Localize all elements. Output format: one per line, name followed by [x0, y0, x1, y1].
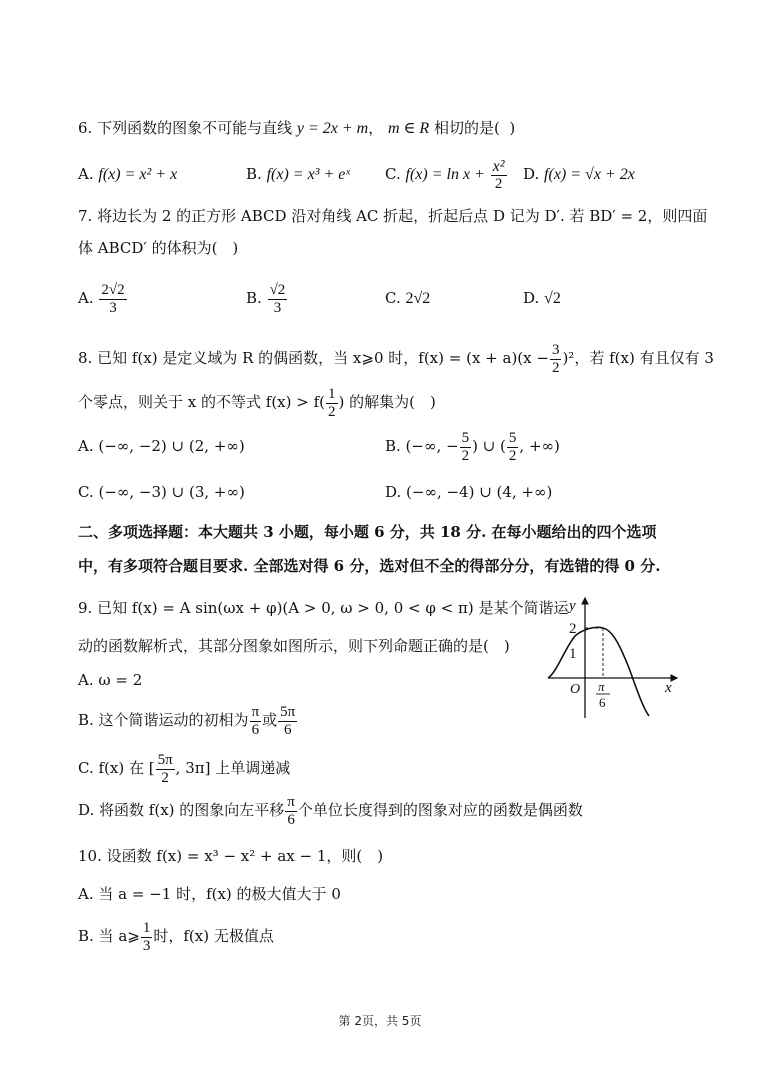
page-footer: 第 2页，共 5页 [338, 1014, 422, 1028]
fraction: $\frac{\pi}{6}$ [251, 703, 260, 738]
q7-option-d: D. √2 [523, 289, 561, 307]
q8-option-a: A. (−∞, −2) ∪ (2, +∞) [78, 437, 245, 455]
tick-label-6: 6 [599, 695, 606, 710]
q9-sine-graph [545, 592, 685, 722]
q9-option-d: D. 将函数 f(x) 的图象向左平移 $\frac{\pi}{6}$ 个单位长度得到的图象对应的函数是偶函数 [78, 793, 583, 828]
q7-line-1: 7. 将边长为 2 的正方形 ABCD 沿对角线 AC 折起，折起后点 D 记为 D′. 若 BD′ = 2，则四面 [78, 207, 708, 225]
fraction: $\frac{5}{2}$ [508, 429, 517, 464]
tick-label-2: 2 [569, 621, 577, 637]
tick-label-1: 1 [569, 646, 577, 662]
q10-option-a: A. 当 a = −1 时，f(x) 的极大值大于 0 [78, 885, 341, 903]
origin-label: O [570, 682, 581, 697]
tick-label-pi: π [598, 679, 605, 694]
q8-line-1: 8. 已知 f(x) 是定义域为 R 的偶函数，当 x⩾0 时，f(x) = (x + a)(x − $\frac{3}{2}$ )²，若 f(x) 有且仅有 3 [78, 341, 714, 376]
q6-option-d: D. f(x) = √x + 2x [523, 165, 635, 183]
q6-option-a: A. f(x) = x² + x [78, 165, 178, 183]
q9-option-b: B. 这个简谐运动的初相为 $\frac{\pi}{6}$ 或 $\frac{5\pi}{6}$ [78, 703, 296, 738]
q7-option-c: C. 2√2 [385, 289, 431, 307]
fraction: $\frac{1}{3}$ [142, 919, 151, 954]
q9-line-1: 9. 已知 f(x) = A sin(ωx + φ)(A > 0, ω > 0, 0 < φ < π) 是某个简谐运 [78, 599, 569, 617]
fraction: $\frac{3}{2}$ [551, 341, 560, 376]
q8-option-c: C. (−∞, −3) ∪ (3, +∞) [78, 483, 245, 501]
fraction: $\frac{\text{x²}}{2}$ [492, 157, 505, 192]
q8-line-2: 个零点，则关于 x 的不等式 f(x) > f( $\frac{1}{2}$ ) 的解集为( ) [78, 385, 436, 420]
q9-line-2: 动的函数解析式，其部分图象如图所示，则下列命题正确的是( ) [78, 637, 510, 655]
q9-option-a: A. ω = 2 [78, 671, 143, 689]
fraction: $\frac{5}{2}$ [461, 429, 470, 464]
q8-option-b: B. (−∞, − $\frac{5}{2}$ ) ∪ ( $\frac{5}{2}$ , +∞) [385, 429, 560, 464]
q7-line-2: 体 ABCD′ 的体积为( ) [78, 239, 239, 257]
q7-option-b: B. $\frac{√2}{3}$ [246, 281, 286, 316]
fraction: $\frac{5\pi}{6}$ [280, 703, 296, 738]
fraction: $\frac{5\pi}{2}$ [157, 751, 173, 786]
fraction: $\frac{√2}{3}$ [269, 281, 286, 316]
q7-option-a: A. $\frac{2√2}{3}$ [78, 281, 125, 316]
q10-stem: 10. 设函数 f(x) = x³ − x² + ax − 1，则( ) [78, 847, 384, 865]
q6-stem: 6. 下列函数的图象不可能与直线 y = 2x + m， m ∈ R 相切的是( ) [78, 119, 516, 137]
q9-option-c: C. f(x) 在 [ $\frac{5\pi}{2}$ , 3π] 上单调递减 [78, 751, 291, 786]
fraction: $\frac{2√2}{3}$ [101, 281, 125, 316]
x-axis-label: x [665, 680, 672, 696]
q10-option-b: B. 当 a⩾ $\frac{1}{3}$ 时，f(x) 无极值点 [78, 919, 274, 954]
fraction: $\frac{\pi}{6}$ [287, 793, 295, 828]
q6-option-b: B. f(x) = x³ + eˣ [246, 165, 350, 183]
q6-option-c: C. f(x) = ln x + $\frac{\text{x²}}{2}$ [385, 157, 505, 192]
section-2-heading-line-1: 二、多项选择题：本大题共 3 小题，每小题 6 分，共 18 分. 在每小题给出的四个选项 [78, 523, 657, 541]
y-axis-label: y [569, 598, 576, 614]
section-2-heading-line-2: 中，有多项符合题目要求. 全部选对得 6 分，选对但不全的得部分分，有选错的得 0 分. [78, 557, 661, 575]
fraction: $\frac{1}{2}$ [328, 385, 336, 420]
q8-option-d: D. (−∞, −4) ∪ (4, +∞) [385, 483, 553, 501]
